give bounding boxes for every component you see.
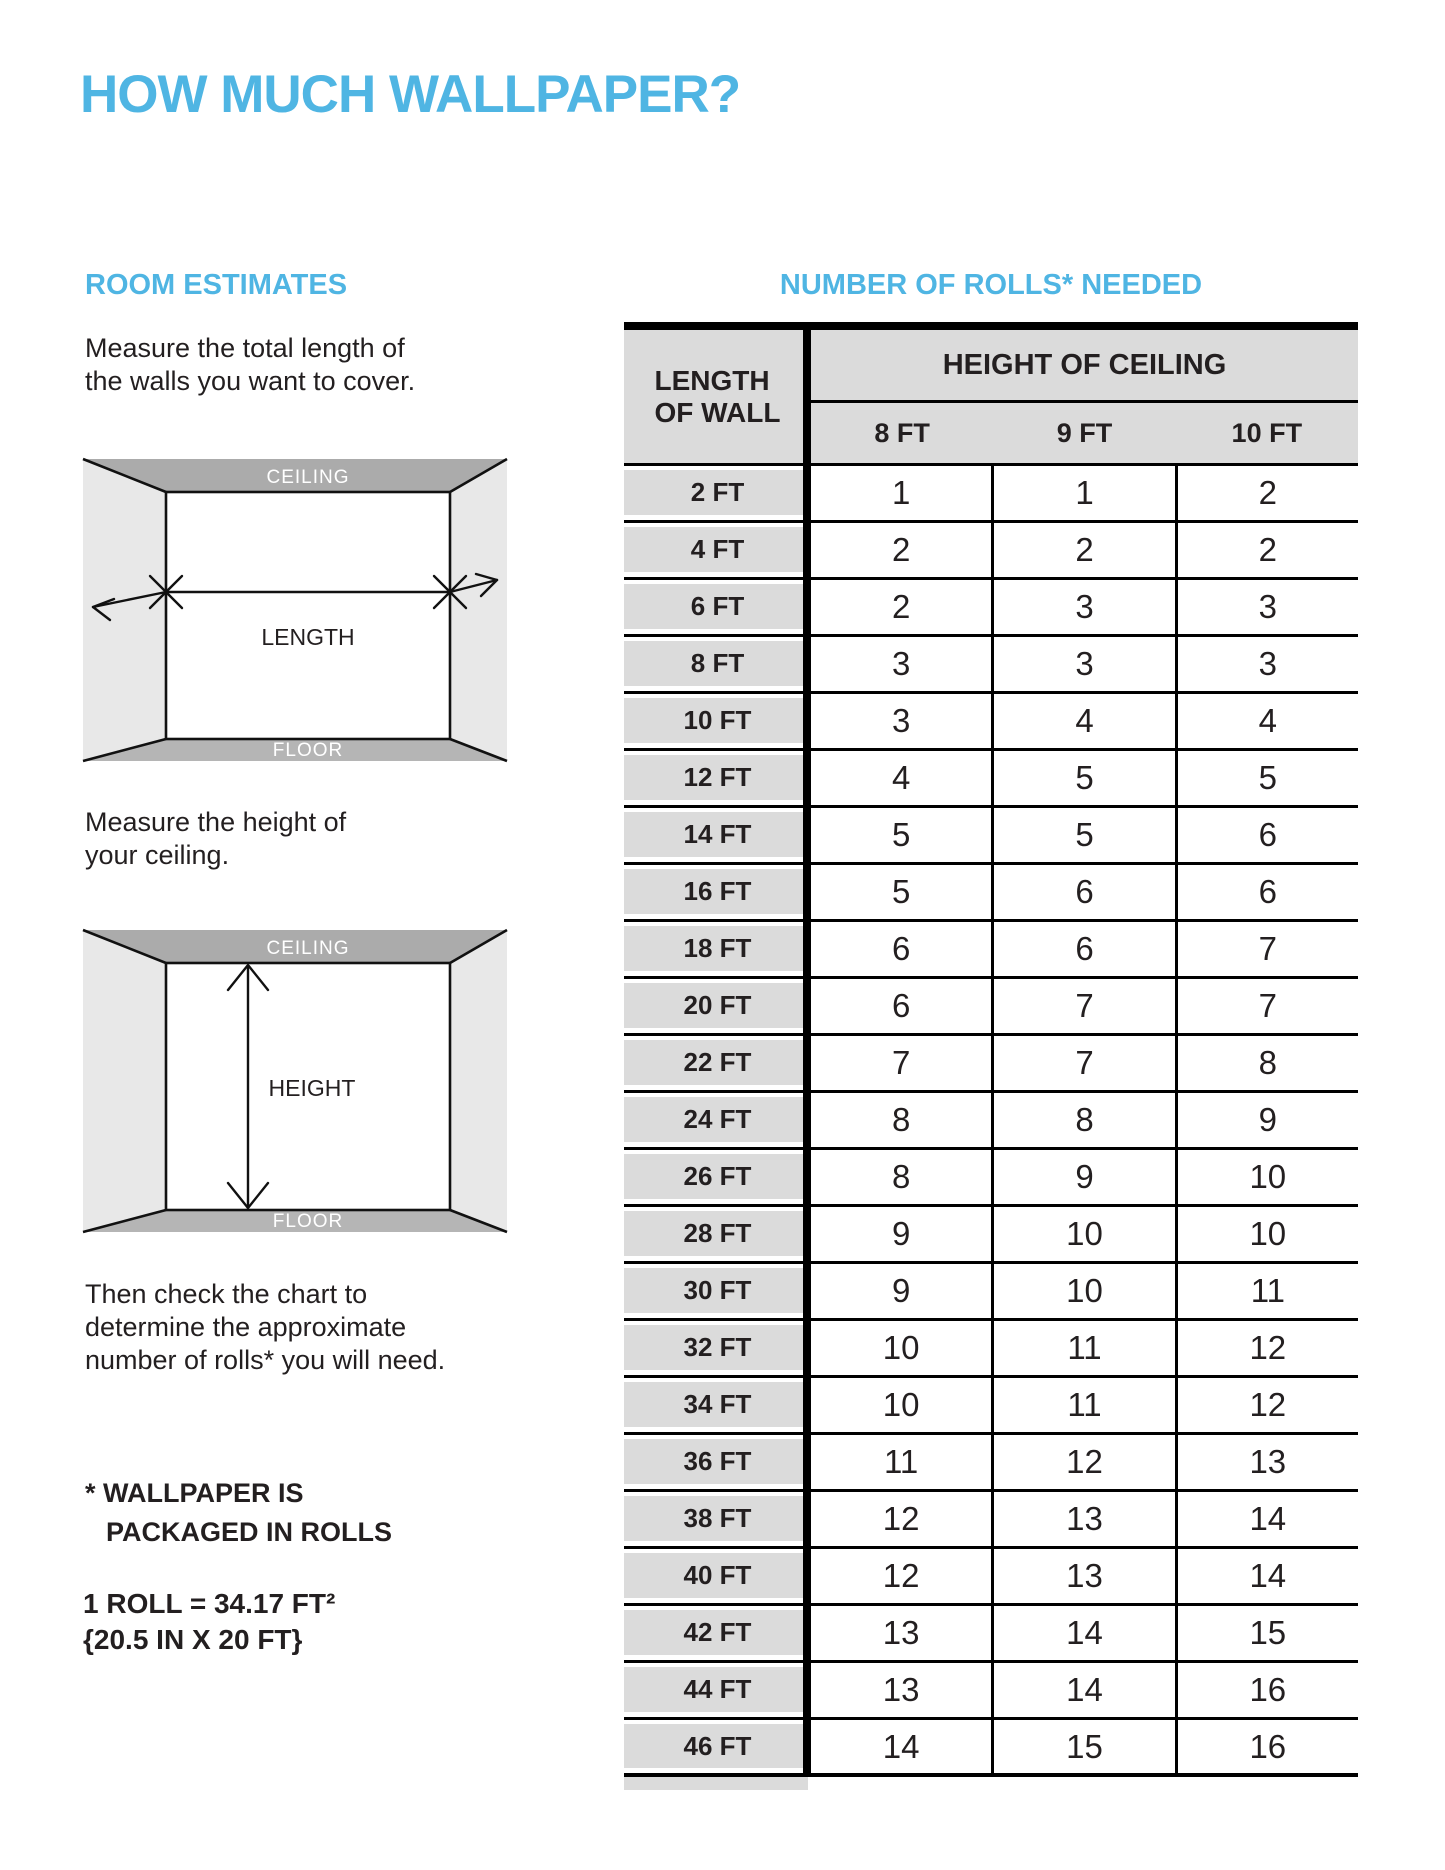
roll-count-cell: 10: [1175, 1150, 1358, 1204]
row-label: 6 FT: [624, 584, 811, 629]
table-row: [624, 523, 1358, 580]
table-row: [624, 637, 1358, 694]
roll-count-cell: 11: [1175, 1264, 1358, 1318]
roll-count-cell: 3: [991, 580, 1174, 634]
roll-count-cell: 3: [811, 637, 991, 691]
roll-count-cell: 16: [1175, 1663, 1358, 1717]
table-row: [624, 751, 1358, 808]
row-label: 38 FT: [624, 1496, 811, 1541]
bottom-strip: [624, 1777, 808, 1790]
footnote-line-2: PACKAGED IN ROLLS: [106, 1517, 393, 1547]
table-row: [624, 1492, 1358, 1549]
right-wall: [450, 930, 507, 1232]
roll-count-cell: 14: [1175, 1549, 1358, 1603]
roll-count-cell: 13: [991, 1549, 1174, 1603]
row-label-cell: [624, 865, 811, 919]
floor-label: FLOOR: [272, 740, 344, 761]
row-label: 2 FT: [624, 470, 811, 515]
row-label: 4 FT: [624, 527, 811, 572]
table-corner-header: LENGTH OF WALL: [624, 330, 811, 463]
table-row: [624, 1435, 1358, 1492]
roll-count-cell: 10: [811, 1321, 991, 1375]
table-rows: [624, 466, 1358, 1777]
ceiling-height-headers: [811, 403, 1358, 463]
right-wall: [450, 459, 507, 761]
roll-count-cell: 8: [811, 1150, 991, 1204]
roll-count-cell: 10: [991, 1264, 1174, 1318]
table-top-bar: [624, 322, 1358, 330]
row-label-cell: [624, 580, 811, 634]
footnote-text: [85, 1474, 392, 1552]
table-row: [624, 1036, 1358, 1093]
section-heading-room-estimates: ROOM ESTIMATES: [85, 269, 348, 301]
roll-count-cell: 7: [811, 1036, 991, 1090]
roll-count-cell: 4: [811, 751, 991, 805]
roll-count-cell: 15: [1175, 1606, 1358, 1660]
height-measure-label: HEIGHT: [268, 1075, 356, 1101]
row-label: 8 FT: [624, 641, 811, 686]
roll-count-cell: 1: [991, 466, 1174, 520]
roll-count-cell: 3: [1175, 580, 1358, 634]
roll-count-cell: 10: [1175, 1207, 1358, 1261]
table-row: [624, 808, 1358, 865]
roll-count-cell: 2: [811, 580, 991, 634]
roll-count-cell: 10: [811, 1378, 991, 1432]
roll-count-cell: 14: [811, 1720, 991, 1773]
table-row: [624, 1549, 1358, 1606]
row-label-cell: [624, 1720, 811, 1773]
roll-count-cell: 6: [811, 979, 991, 1033]
roll-count-cell: 8: [811, 1093, 991, 1147]
roll-count-cell: 3: [811, 694, 991, 748]
table-row: [624, 922, 1358, 979]
column-divider: [803, 330, 811, 1777]
left-wall: [83, 930, 166, 1232]
roll-count-cell: 9: [1175, 1093, 1358, 1147]
roll-count-cell: 12: [811, 1549, 991, 1603]
roll-size-text: [83, 1586, 335, 1658]
col-header-9ft: 9 FT: [1056, 417, 1113, 448]
table-row: [624, 466, 1358, 523]
table-row: [624, 1378, 1358, 1435]
roll-count-cell: 11: [811, 1435, 991, 1489]
roll-count-cell: 3: [991, 637, 1174, 691]
room-length-diagram: [80, 455, 510, 765]
roll-count-cell: 6: [811, 922, 991, 976]
roll-count-cell: 14: [991, 1663, 1174, 1717]
roll-count-cell: 12: [1175, 1378, 1358, 1432]
roll-count-cell: 2: [1175, 466, 1358, 520]
row-label-cell: [624, 808, 811, 862]
table-row: [624, 1264, 1358, 1321]
length-measure-label: LENGTH: [261, 624, 355, 650]
row-label-cell: [624, 1549, 811, 1603]
roll-count-cell: 7: [1175, 979, 1358, 1033]
roll-count-cell: 6: [991, 922, 1174, 976]
row-label: 24 FT: [624, 1097, 811, 1142]
row-label: 16 FT: [624, 869, 811, 914]
table-header: [624, 330, 1358, 466]
group-header: HEIGHT OF CEILING: [811, 330, 1358, 403]
row-label-cell: [624, 751, 811, 805]
row-label-cell: [624, 979, 811, 1033]
row-label-cell: [624, 922, 811, 976]
roll-count-cell: 16: [1175, 1720, 1358, 1773]
table-row: [624, 1207, 1358, 1264]
roll-count-cell: 12: [811, 1492, 991, 1546]
row-label-cell: [624, 1093, 811, 1147]
row-label: 44 FT: [624, 1667, 811, 1712]
row-label-cell: [624, 466, 811, 520]
roll-count-cell: 14: [1175, 1492, 1358, 1546]
roll-count-cell: 6: [1175, 865, 1358, 919]
roll-count-cell: 14: [991, 1606, 1174, 1660]
col-header-8ft: 8 FT: [874, 417, 930, 448]
row-label-cell: [624, 1207, 811, 1261]
section-heading-rolls-needed: NUMBER OF ROLLS* NEEDED: [779, 269, 1203, 301]
row-label-cell: [624, 1663, 811, 1717]
table-row: [624, 1720, 1358, 1777]
roll-count-cell: 8: [991, 1093, 1174, 1147]
row-label: 28 FT: [624, 1211, 811, 1256]
step-1-text: Measure the total length of the walls you want to cover.: [85, 333, 416, 396]
row-label: 22 FT: [624, 1040, 811, 1085]
table-row: [624, 694, 1358, 751]
row-label: 42 FT: [624, 1610, 811, 1655]
row-label-cell: [624, 1378, 811, 1432]
roll-count-cell: 7: [1175, 922, 1358, 976]
table-row: [624, 580, 1358, 637]
roll-count-cell: 12: [1175, 1321, 1358, 1375]
row-label: 26 FT: [624, 1154, 811, 1199]
row-label: 20 FT: [624, 983, 811, 1028]
row-label-cell: [624, 637, 811, 691]
roll-count-cell: 6: [1175, 808, 1358, 862]
row-label: 10 FT: [624, 698, 811, 743]
roll-count-cell: 13: [1175, 1435, 1358, 1489]
row-label: 40 FT: [624, 1553, 811, 1598]
row-label: 34 FT: [624, 1382, 811, 1427]
roll-count-cell: 4: [1175, 694, 1358, 748]
row-label-cell: [624, 1264, 811, 1318]
rolls-table: [624, 322, 1358, 1790]
roll-count-cell: 1: [811, 466, 991, 520]
roll-count-cell: 13: [811, 1606, 991, 1660]
roll-size-line-2: {20.5 IN X 20 FT}: [83, 1624, 303, 1655]
back-wall: [166, 492, 450, 739]
page-title: HOW MUCH WALLPAPER?: [80, 65, 741, 124]
row-label-cell: [624, 1036, 811, 1090]
roll-count-cell: 4: [991, 694, 1174, 748]
roll-count-cell: 13: [811, 1663, 991, 1717]
roll-count-cell: 7: [991, 979, 1174, 1033]
roll-count-cell: 13: [991, 1492, 1174, 1546]
roll-count-cell: 2: [811, 523, 991, 577]
table-row: [624, 1606, 1358, 1663]
roll-count-cell: 8: [1175, 1036, 1358, 1090]
roll-count-cell: 12: [991, 1435, 1174, 1489]
row-label-cell: [624, 1606, 811, 1660]
roll-count-cell: 5: [811, 865, 991, 919]
table-row: [624, 1321, 1358, 1378]
col-header-10ft: 10 FT: [1231, 417, 1303, 448]
table-row: [624, 1093, 1358, 1150]
table-row: [624, 1150, 1358, 1207]
roll-count-cell: 2: [991, 523, 1174, 577]
row-label-cell: [624, 1150, 811, 1204]
roll-count-cell: 5: [991, 751, 1174, 805]
row-label-cell: [624, 1492, 811, 1546]
step-3-text: Then check the chart to determine the approximate number of rolls* you will need.: [85, 1279, 446, 1375]
row-label: 36 FT: [624, 1439, 811, 1484]
step-2-text: Measure the height of your ceiling.: [85, 807, 347, 870]
row-label-cell: [624, 694, 811, 748]
ceiling-label: CEILING: [266, 467, 350, 488]
roll-count-cell: 6: [991, 865, 1174, 919]
roll-count-cell: 7: [991, 1036, 1174, 1090]
ceiling-label: CEILING: [266, 938, 350, 959]
row-label: 30 FT: [624, 1268, 811, 1313]
roll-size-line-1: 1 ROLL = 34.17 FT²: [83, 1588, 336, 1619]
row-label: 18 FT: [624, 926, 811, 971]
table-row: [624, 979, 1358, 1036]
roll-count-cell: 9: [811, 1264, 991, 1318]
row-label-cell: [624, 523, 811, 577]
roll-count-cell: 10: [991, 1207, 1174, 1261]
roll-count-cell: 3: [1175, 637, 1358, 691]
row-label: 32 FT: [624, 1325, 811, 1370]
row-label: 46 FT: [624, 1724, 811, 1768]
table-row: [624, 865, 1358, 922]
floor-label: FLOOR: [272, 1211, 344, 1232]
row-label: 14 FT: [624, 812, 811, 857]
roll-count-cell: 9: [811, 1207, 991, 1261]
room-height-diagram: [80, 926, 510, 1236]
roll-count-cell: 5: [991, 808, 1174, 862]
row-label: 12 FT: [624, 755, 811, 800]
roll-count-cell: 5: [811, 808, 991, 862]
roll-count-cell: 5: [1175, 751, 1358, 805]
roll-count-cell: 2: [1175, 523, 1358, 577]
roll-count-cell: 11: [991, 1321, 1174, 1375]
row-label-cell: [624, 1321, 811, 1375]
roll-count-cell: 11: [991, 1378, 1174, 1432]
row-label-cell: [624, 1435, 811, 1489]
table-row: [624, 1663, 1358, 1720]
roll-count-cell: 15: [991, 1720, 1174, 1773]
roll-count-cell: 9: [991, 1150, 1174, 1204]
footnote-line-1: * WALLPAPER IS: [85, 1478, 304, 1508]
